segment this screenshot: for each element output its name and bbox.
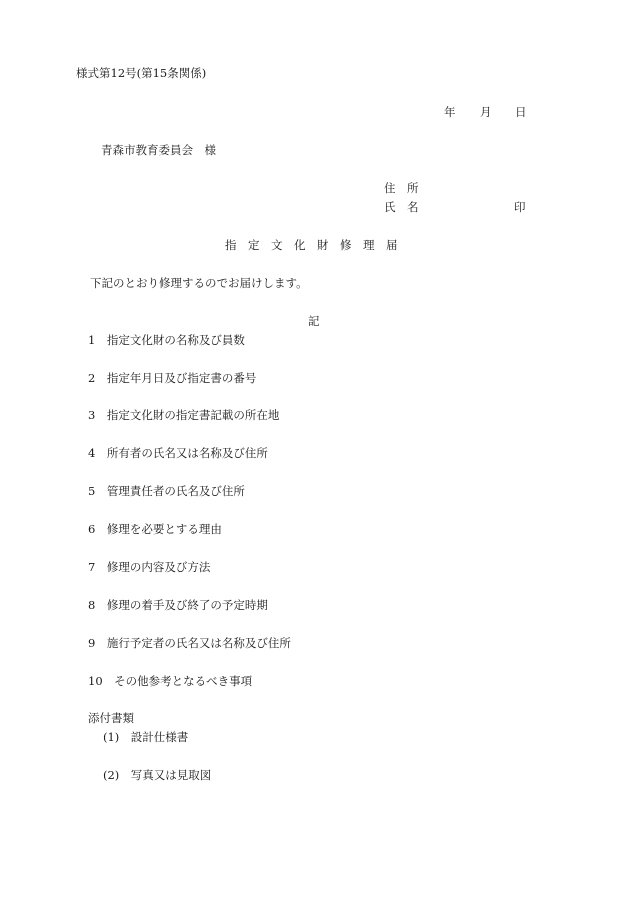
attachment-1: (1) 設計仕様書 [103, 730, 189, 744]
addressee: 青森市教育委員会 様 [101, 143, 216, 157]
attachments-heading: 添付書類 [88, 711, 134, 725]
item-4: 4 所有者の氏名又は名称及び住所 [88, 446, 268, 460]
document-title: 指 定 文 化 財 修 理 届 [225, 238, 398, 252]
name-label: 氏 名 [384, 200, 419, 214]
item-9: 9 施行予定者の氏名又は名称及び住所 [88, 636, 291, 650]
item-2: 2 指定年月日及び指定書の番号 [88, 371, 257, 385]
item-6: 6 修理を必要とする理由 [88, 522, 222, 536]
date-month-label: 月 [480, 105, 492, 119]
item-8: 8 修理の着手及び終了の予定時期 [88, 598, 268, 612]
address-label: 住 所 [384, 181, 419, 195]
item-7: 7 修理の内容及び方法 [88, 560, 211, 574]
item-10: 10 その他参考となるべき事項 [88, 674, 253, 688]
item-1: 1 指定文化財の名称及び員数 [88, 333, 245, 347]
date-year-label: 年 [444, 105, 456, 119]
seal-mark: 印 [514, 200, 526, 214]
intro-text: 下記のとおり修理するのでお届けします。 [90, 276, 308, 290]
attachment-2: (2) 写真又は見取図 [103, 768, 212, 782]
date-day-label: 日 [515, 105, 527, 119]
form-number: 様式第12号(第15条関係) [76, 66, 207, 80]
ki-heading: 記 [308, 314, 320, 328]
item-3: 3 指定文化財の指定書記載の所在地 [88, 408, 280, 422]
item-5: 5 管理責任者の氏名及び住所 [88, 484, 245, 498]
